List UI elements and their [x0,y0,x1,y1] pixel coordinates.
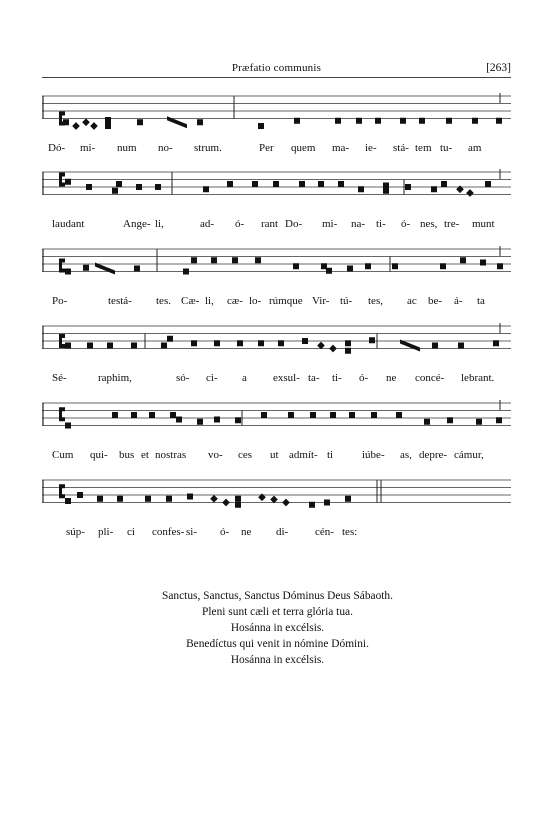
lyrics-line [42,526,511,542]
lyric-syllable: súp- [66,526,85,538]
lyric-syllable: munt [472,218,495,230]
punctum [400,118,406,124]
do-clef [59,407,65,421]
punctum [345,340,351,346]
chant-staff [42,474,511,516]
lyric-syllable: ti [327,449,334,461]
punctum [375,118,381,124]
punctum [309,502,315,508]
lyrics-line [42,449,511,465]
lyric-syllable: ta- [308,372,320,384]
punctum [496,417,502,423]
lyric-syllable: laudant [52,218,85,230]
punctum [149,412,155,418]
lyric-syllable: ces [238,449,253,461]
punctum [446,118,452,124]
punctum [302,338,308,344]
lyric-syllable: ci- [206,372,218,384]
punctum [258,123,264,129]
rhombus-note [282,499,290,507]
punctum [65,343,71,349]
punctum [187,494,193,500]
punctum [117,496,123,502]
punctum [203,186,209,192]
punctum [278,340,284,346]
punctum [335,118,341,124]
punctum [345,348,351,354]
lyric-syllable: stá- [393,142,409,154]
rhombus-note [72,122,80,130]
punctum [338,181,344,187]
lyric-syllable: ne [386,372,397,384]
lyric-syllable: confes- [152,526,185,538]
punctum [235,502,241,508]
punctum [176,417,182,423]
lyric-syllable: Do- [285,218,303,230]
lyric-syllable: be- [428,295,443,307]
punctum [458,343,464,349]
punctum [392,263,398,269]
punctum [480,260,486,266]
lyric-syllable: bus [119,449,135,461]
rhombus-note [90,122,98,130]
lyric-syllable: a [242,372,247,384]
punctum [86,184,92,190]
punctum [97,496,103,502]
lyric-syllable: ó- [220,526,230,538]
lyric-syllable: tre- [444,218,460,230]
lyric-syllable: tem [415,142,432,154]
lyric-syllable: tú- [340,295,353,307]
chant-staff [42,397,511,439]
punctum [65,498,71,504]
punctum [65,423,71,429]
lyric-syllable: testá- [108,295,132,307]
lyric-syllable: á- [454,295,463,307]
lyric-syllable: di- [276,526,289,538]
lyric-syllable: só- [176,372,190,384]
chant-staff [42,243,511,285]
punctum [396,412,402,418]
punctum [440,263,446,269]
punctum [77,492,83,498]
lyric-syllable: rúmque [269,295,303,307]
punctum [258,340,264,346]
punctum [419,118,425,124]
chant-staff [42,90,511,132]
punctum [288,412,294,418]
punctum [255,257,261,263]
punctum [237,340,243,346]
punctum [369,337,375,343]
punctum [105,123,111,129]
punctum [252,181,258,187]
punctum [161,343,167,349]
punctum [65,179,71,185]
lyric-syllable: concé- [415,372,445,384]
punctum [476,419,482,425]
page-title: Præfatio communis [231,62,322,74]
punctum [136,184,142,190]
punctum [383,183,389,189]
chant-staff [42,166,511,208]
lyric-syllable: ó- [401,218,411,230]
lyric-syllable: Sé- [52,372,67,384]
punctum [324,500,330,506]
punctum [299,181,305,187]
punctum [497,263,503,269]
lyric-syllable: Dó- [48,142,66,154]
lyric-syllable: si- [186,526,197,538]
rhombus-note [466,189,474,197]
punctum [493,340,499,346]
punctum [83,265,89,271]
lyric-syllable: qui- [90,449,108,461]
punctum [485,181,491,187]
punctum [227,181,233,187]
punctum [330,412,336,418]
punctum [235,417,241,423]
lyric-syllable: lebrant. [461,372,495,384]
lyric-syllable: exsul- [273,372,300,384]
lyric-syllable: no- [158,142,173,154]
lyric-syllable: Ange- [123,218,151,230]
punctum [345,496,351,502]
punctum [191,340,197,346]
lyric-syllable: na- [351,218,366,230]
lyric-syllable: cæ- [227,295,243,307]
punctum [261,412,267,418]
lyric-syllable: ma- [332,142,350,154]
punctum [232,257,238,263]
lyrics-line [42,142,511,158]
lyric-syllable: vo- [208,449,223,461]
ligature-stroke [167,116,187,128]
lyric-syllable: Vir- [312,295,330,307]
lyric-syllable: ti- [376,218,386,230]
lyric-syllable: ti- [332,372,342,384]
punctum [383,188,389,194]
punctum [134,266,140,272]
lyric-syllable: li, [205,295,214,307]
punctum [294,118,300,124]
punctum [166,496,172,502]
punctum [191,257,197,263]
lyric-syllable: li, [155,218,164,230]
lyric-syllable: iúbe- [362,449,385,461]
punctum [310,412,316,418]
lyric-syllable: nes, [420,218,438,230]
punctum [371,412,377,418]
lyric-syllable: num [117,142,137,154]
punctum [431,186,437,192]
punctum [131,343,137,349]
punctum [441,181,447,187]
lyric-syllable: tes, [368,295,383,307]
punctum [460,257,466,263]
punctum [326,268,332,274]
punctum [167,336,173,342]
lyric-syllable: Cæ- [181,295,200,307]
punctum [65,269,71,275]
rhombus-note [82,118,90,126]
punctum [235,496,241,502]
punctum [293,263,299,269]
lyric-syllable: pli- [98,526,114,538]
lyric-syllable: cámur, [454,449,484,461]
punctum [112,188,118,194]
lyric-syllable: ad- [200,218,215,230]
do-clef [59,259,65,273]
punctum [405,184,411,190]
lyric-syllable: mi- [322,218,338,230]
punctum [365,263,371,269]
page-header [42,63,511,78]
punctum [116,181,122,187]
lyric-syllable: rant [261,218,279,230]
lyric-syllable: am [468,142,482,154]
punctum [107,343,113,349]
lyric-syllable: admít- [289,449,318,461]
page-number: [263] [486,62,511,74]
lyric-syllable: tes. [156,295,171,307]
punctum [170,412,176,418]
lyric-syllable: ta [477,295,485,307]
punctum [472,118,478,124]
punctum [137,119,143,125]
lyric-syllable: ie- [365,142,377,154]
punctum [358,186,364,192]
lyric-syllable: tes: [342,526,358,538]
punctum [211,257,217,263]
lyric-syllable: mi- [80,142,96,154]
punctum [432,343,438,349]
punctum [197,119,203,125]
hymn-line: Hosánna in excélsis. [230,654,325,666]
lyrics-line [42,218,511,234]
rhombus-note [456,185,464,193]
punctum [63,119,69,125]
rhombus-note [210,495,218,503]
lyric-syllable: nostras [155,449,187,461]
hymn-line: Hosánna in excélsis. [230,622,325,634]
lyric-syllable: ó- [235,218,245,230]
punctum [349,412,355,418]
rhombus-note [329,345,337,353]
lyric-syllable: as, [400,449,412,461]
lyric-syllable: Per [259,142,274,154]
rhombus-note [258,493,266,501]
lyric-syllable: lo- [249,295,262,307]
lyric-syllable: depre- [419,449,448,461]
punctum [273,181,279,187]
lyric-syllable: ne [241,526,252,538]
punctum [496,118,502,124]
lyric-syllable: Po- [52,295,68,307]
lyric-syllable: ci [127,526,135,538]
lyric-syllable: strum. [194,142,222,154]
punctum [105,117,111,123]
chant-staff [42,320,511,362]
hymn-line: Benedíctus qui venit in nómine Dómini. [186,638,369,650]
lyric-syllable: ac [407,295,417,307]
punctum [356,118,362,124]
punctum [183,269,189,275]
punctum [447,417,453,423]
lyric-syllable: ó- [359,372,369,384]
punctum [347,266,353,272]
lyric-syllable: tu- [440,142,453,154]
hymn-line: Sanctus, Sanctus, Sanctus Dóminus Deus Sábaoth. [162,590,393,602]
sanctus-text [0,588,555,668]
lyric-syllable: Cum [52,449,74,461]
lyrics-line [42,372,511,388]
punctum [424,419,430,425]
lyric-syllable: et [141,449,149,461]
lyrics-line [42,295,511,311]
punctum [131,412,137,418]
punctum [155,184,161,190]
punctum [197,419,203,425]
hymn-line: Pleni sunt cæli et terra glória tua. [202,606,353,618]
lyric-syllable: raphim, [98,372,132,384]
punctum [214,417,220,423]
lyric-syllable: ut [270,449,279,461]
punctum [214,340,220,346]
punctum [145,496,151,502]
lyric-syllable: cén- [315,526,334,538]
punctum [318,181,324,187]
do-clef [59,484,65,498]
punctum [87,343,93,349]
punctum [112,412,118,418]
rhombus-note [222,499,230,507]
lyric-syllable: quem [291,142,316,154]
